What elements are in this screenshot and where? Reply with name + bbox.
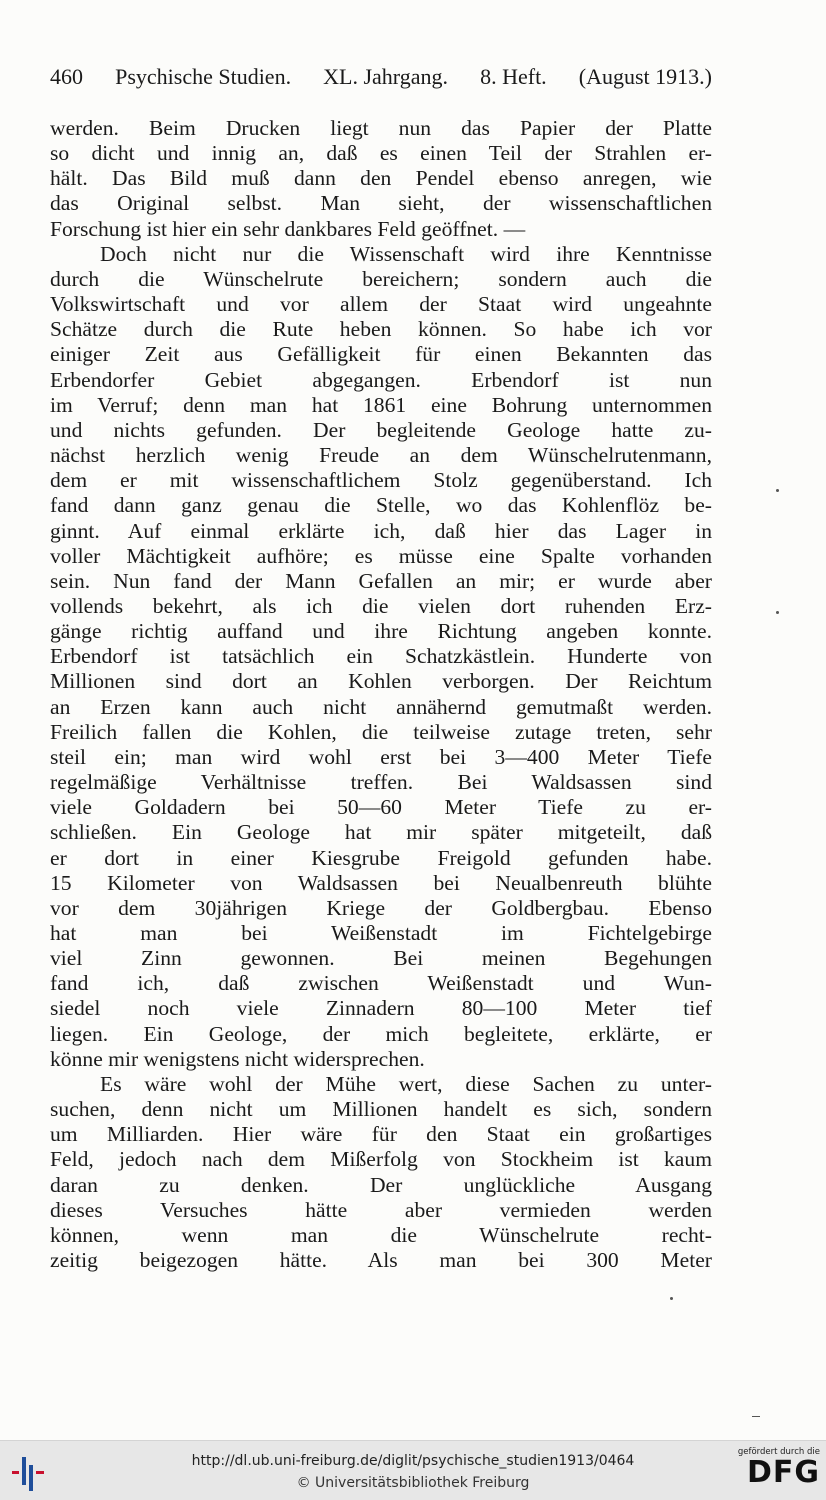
text-line: könne mir wenigstens nicht widersprechen.: [50, 1046, 425, 1071]
text-line: im Verruf; denn man hat 1861 eine Bohrung unternommen: [50, 392, 712, 417]
text-line: können, wenn man die Wünschelrute recht-: [50, 1222, 712, 1247]
text-line: durch die Wünschelrute bereichern; sondern auch die: [50, 266, 712, 291]
funder-note: gefördert durch die: [737, 1447, 820, 1457]
volume: XL. Jahrgang.: [323, 64, 449, 89]
text-line: Doch nicht nur die Wissenschaft wird ihre Kenntnisse: [100, 241, 712, 266]
text-line: sein. Nun fand der Mann Gefallen an mir; er wurde aber: [50, 568, 712, 593]
issue-date: (August 1913.): [578, 64, 712, 89]
text-line: um Milliarden. Hier wäre für den Staat ein großartiges: [50, 1122, 712, 1147]
text-line: steil ein; man wird wohl erst bei 3—400 Meter Tiefe: [50, 744, 712, 769]
text-line: ginnt. Auf einmal erklärte ich, daß hier das Lager in: [50, 518, 712, 543]
text-line: Erbendorfer Gebiet abgegangen. Erbendorf ist nun: [50, 367, 712, 392]
text-line: nächst herzlich wenig Freude an dem Wünschelrutenmann,: [50, 443, 712, 468]
journal-title: Psychische Studien.: [115, 64, 292, 89]
text-line: Millionen sind dort an Kohlen verborgen. Der Reichtum: [50, 669, 712, 694]
text-line: fand dann ganz genau die Stelle, wo das Kohlenflöz be-: [50, 493, 712, 518]
dfg-logo: DFG: [746, 1455, 820, 1490]
running-header: [50, 64, 712, 90]
text-line: hält. Das Bild muß dann den Pendel ebenso anregen, wie: [50, 166, 712, 191]
page-number: 460: [50, 64, 83, 89]
text-line: Schätze durch die Rute heben können. So habe ich vor: [50, 317, 712, 342]
scan-speck: [752, 1416, 760, 1417]
text-line: werden. Beim Drucken liegt nun das Papier der Platte: [50, 116, 712, 140]
text-line: so dicht und innig an, daß es einen Teil der Strahlen er-: [50, 141, 712, 166]
scan-speck: [776, 489, 779, 492]
text-line: Freilich fallen die Kohlen, die teilweise zutage treten, sehr: [50, 719, 712, 744]
text-line: fand ich, daß zwischen Weißenstadt und Wun-: [50, 971, 712, 996]
text-line: einiger Zeit aus Gefälligkeit für einen Bekannten das: [50, 342, 712, 367]
scan-speck: [670, 1297, 673, 1300]
text-line: suchen, denn nicht um Millionen handelt es sich, sondern: [50, 1097, 712, 1122]
text-line: Volkswirtschaft und vor allem der Staat wird ungeahnte: [50, 292, 712, 317]
scan-speck: [776, 611, 779, 614]
text-line: Es wäre wohl der Mühe wert, diese Sachen zu unter-: [100, 1071, 712, 1096]
text-line: schließen. Ein Geologe hat mir später mitgeteilt, daß: [50, 820, 712, 845]
text-line: gänge richtig auffand und ihre Richtung angeben konnte.: [50, 619, 712, 644]
text-line: viel Zinn gewonnen. Bei meinen Begehungen: [50, 946, 712, 971]
text-line: 15 Kilometer von Waldsassen bei Neualbenreuth blühte: [50, 870, 712, 895]
text-line: siedel noch viele Zinnadern 80—100 Meter tief: [50, 996, 712, 1021]
text-line: an Erzen kann auch nicht annähernd gemutmaßt werden.: [50, 694, 712, 719]
text-line: zeitig beigezogen hätte. Als man bei 300 Meter: [50, 1248, 712, 1273]
dfg-funding-badge: [728, 1447, 820, 1495]
text-line: das Original selbst. Man sieht, der wissenschaftlichen: [50, 191, 712, 216]
text-line: liegen. Ein Geologe, der mich begleitete, erklärte, er: [50, 1021, 712, 1046]
text-line: er dort in einer Kiesgrube Freigold gefunden habe.: [50, 845, 712, 870]
body-text: [50, 116, 712, 1273]
text-line: voller Mächtigkeit aufhöre; es müsse eine Spalte vorhanden: [50, 543, 712, 568]
text-line: und nichts gefunden. Der begleitende Geologe hatte zu-: [50, 417, 712, 442]
text-line: regelmäßige Verhältnisse treffen. Bei Waldsassen sind: [50, 770, 712, 795]
text-line: dieses Versuches hätte aber vermieden werden: [50, 1197, 712, 1222]
text-line: dem er mit wissenschaftlichem Stolz gegenüberstand. Ich: [50, 468, 712, 493]
text-line: hat man bei Weißenstadt im Fichtelgebirge: [50, 921, 712, 945]
text-line: vollends bekehrt, als ich die vielen dort ruhenden Erz-: [50, 593, 712, 618]
text-line: Forschung ist hier ein sehr dankbares Feld geöffnet. —: [50, 216, 526, 241]
text-line: viele Goldadern bei 50—60 Meter Tiefe zu er-: [50, 795, 712, 820]
text-line: daran zu denken. Der unglückliche Ausgang: [50, 1172, 712, 1197]
copyright-notice: © Universitätsbibliothek Freiburg: [296, 1475, 530, 1491]
issue: 8. Heft.: [480, 64, 547, 89]
text-line: Feld, jedoch nach dem Mißerfolg von Stockheim ist kaum: [50, 1147, 712, 1172]
viewer-footer: [0, 1440, 826, 1500]
text-line: Erbendorf ist tatsächlich ein Schatzkästlein. Hunderte von: [50, 644, 712, 669]
text-line: vor dem 30jährigen Kriege der Goldbergbau. Ebenso: [50, 895, 712, 920]
permalink-url[interactable]: http://dl.ub.uni-freiburg.de/diglit/psychische_studien1913/0464: [191, 1453, 635, 1469]
